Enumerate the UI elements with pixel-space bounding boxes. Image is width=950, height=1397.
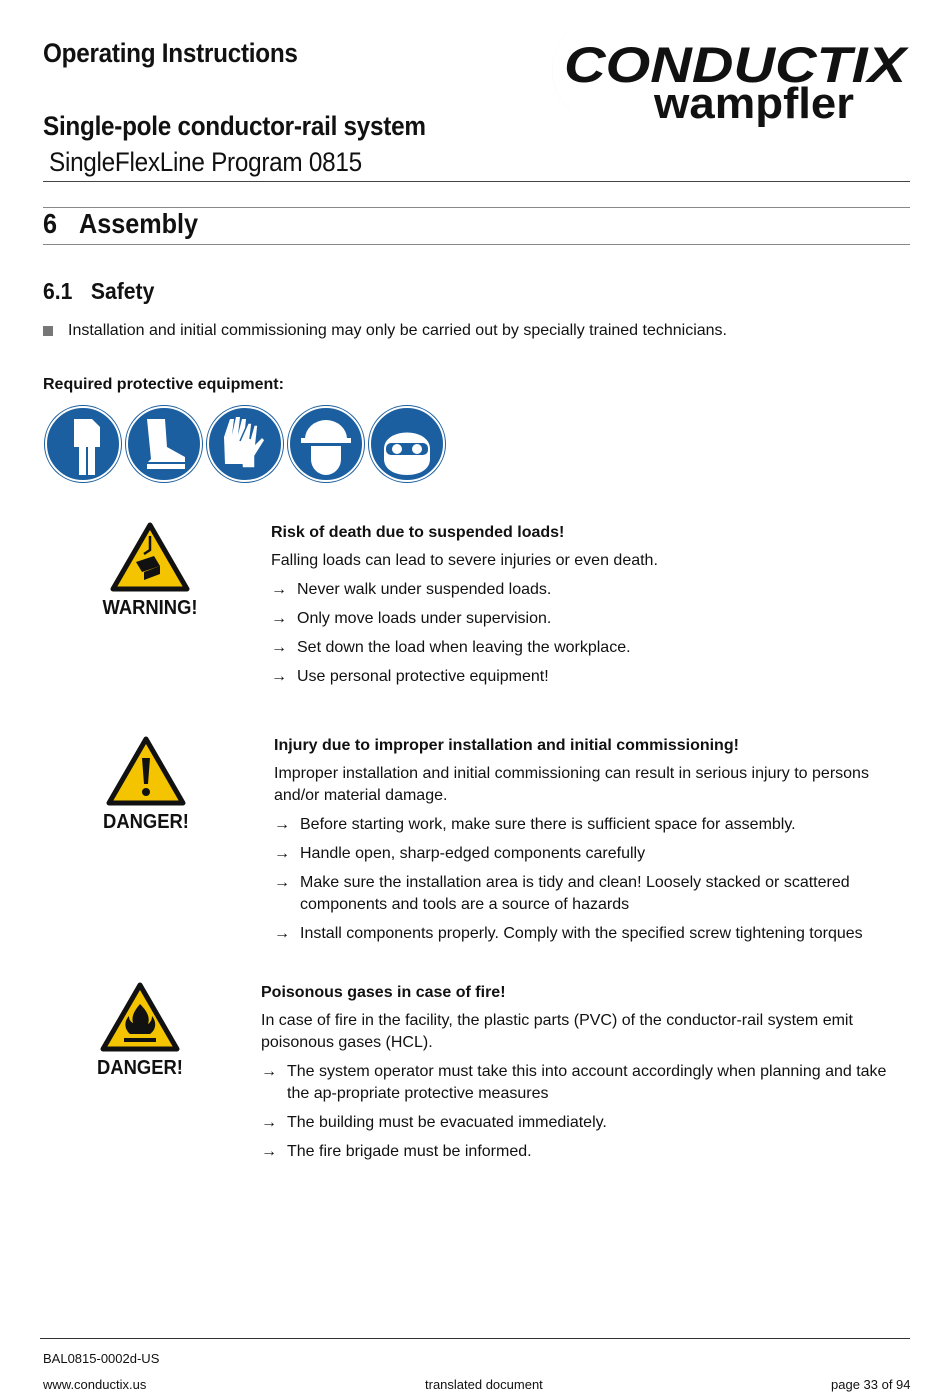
hazard-poisonous-gases [261,982,906,1170]
arrow-icon: → [274,874,290,891]
hazard-item-text: Only move loads under supervision. [297,610,552,627]
document-title: Operating Instructions [43,38,298,68]
arrow-icon: → [271,581,287,598]
hazard-item-text: Before starting work, make sure there is sufficient space for assembly. [300,816,796,833]
arrow-icon: → [271,668,287,685]
protective-clothing-icon [44,405,122,483]
subsection-heading [43,278,154,305]
hazard-item [271,637,901,659]
section-number: 6 [43,208,58,239]
footer-rule [40,1338,910,1339]
arrow-icon: → [274,925,290,942]
arrow-icon: → [271,639,287,656]
translation-note: translated document [425,1377,543,1392]
intro-bullet-text: Installation and initial commissioning may only be carried out by specially trained technicians. [68,322,727,339]
hazard-item [261,1112,906,1134]
system-title: Single-pole conductor-rail system [43,111,426,141]
hazard-heading: Poisonous gases in case of fire! [261,984,506,1001]
conductix-wampfler-logo [528,14,910,136]
svg-text:wampfler: wampfler [652,79,854,128]
suspended-load-warning-icon [110,522,190,592]
hazard-item [271,666,901,688]
protective-equipment-icons [44,405,446,483]
hazard-item-text: The system operator must take this into account accordingly when planning and take the ap-propriate protective measures [287,1063,887,1102]
hazard-item [274,923,904,945]
hazard-item-text: The building must be evacuated immediately. [287,1114,607,1131]
signal-word-warning: WARNING! [102,597,198,619]
square-bullet-icon [43,326,53,336]
arrow-icon: → [274,845,290,862]
section-heading [43,208,198,240]
warning-sign [96,522,204,620]
hazard-item-text: Use personal protective equipment! [297,668,549,685]
hazard-heading: Risk of death due to suspended loads! [271,524,565,541]
hazard-item [271,608,901,630]
safety-boots-icon [125,405,203,483]
hard-hat-icon [287,405,365,483]
section-bottom-rule [43,244,910,245]
general-danger-icon [106,736,186,806]
website-link[interactable]: www.conductix.us [43,1377,147,1392]
hazard-item [261,1141,906,1163]
arrow-icon: → [261,1143,277,1160]
danger-sign-general [92,736,200,834]
hazard-item [274,814,904,836]
signal-word-danger: DANGER! [103,811,189,833]
hazard-body: In case of fire in the facility, the plastic parts (PVC) of the conductor-rail system emit poisonous gases (HCL). [261,1012,853,1051]
arrow-icon: → [261,1063,277,1080]
document-id: BAL0815-0002d-US [43,1351,160,1366]
hazard-item-text: Install components properly. Comply with the specified screw tightening torques [300,925,863,942]
hazard-item-text: Make sure the installation area is tidy and clean! Loosely stacked or scattered components and tools are a source of hazards [300,874,850,913]
hazard-heading: Injury due to improper installation and initial commissioning! [274,737,739,754]
hazard-improper-installation [274,735,904,952]
arrow-icon: → [271,610,287,627]
hazard-item-text: Set down the load when leaving the workplace. [297,639,631,656]
hazard-body: Falling loads can lead to severe injuries or even death. [271,552,658,569]
safety-goggles-icon [368,405,446,483]
hazard-item [274,843,904,865]
svg-text:CONDUCTIX: CONDUCTIX [564,37,910,93]
hazard-item [274,872,904,916]
subsection-title: Safety [90,278,155,304]
arrow-icon: → [261,1114,277,1131]
intro-bullet [43,322,727,340]
hazard-item-text: Handle open, sharp-edged components carefully [300,845,646,862]
section-title: Assembly [79,208,199,239]
flammable-danger-icon [100,982,180,1052]
subsection-number: 6.1 [43,278,73,304]
signal-word-danger: DANGER! [97,1057,183,1079]
hazard-item-text: Never walk under suspended loads. [297,581,552,598]
hazard-item [271,579,901,601]
page-number: page 33 of 94 [831,1377,911,1392]
hazard-body: Improper installation and initial commissioning can result in serious injury to persons and/or material damage. [274,765,869,804]
protective-gloves-icon [206,405,284,483]
protective-equipment-label: Required protective equipment: [43,376,284,393]
program-title: SingleFlexLine Program 0815 [49,147,362,177]
header-rule [43,181,910,182]
hazard-item [261,1061,906,1105]
arrow-icon: → [274,816,290,833]
hazard-suspended-loads [271,522,901,695]
danger-sign-fire [86,982,194,1080]
hazard-item-text: The fire brigade must be informed. [287,1143,532,1160]
